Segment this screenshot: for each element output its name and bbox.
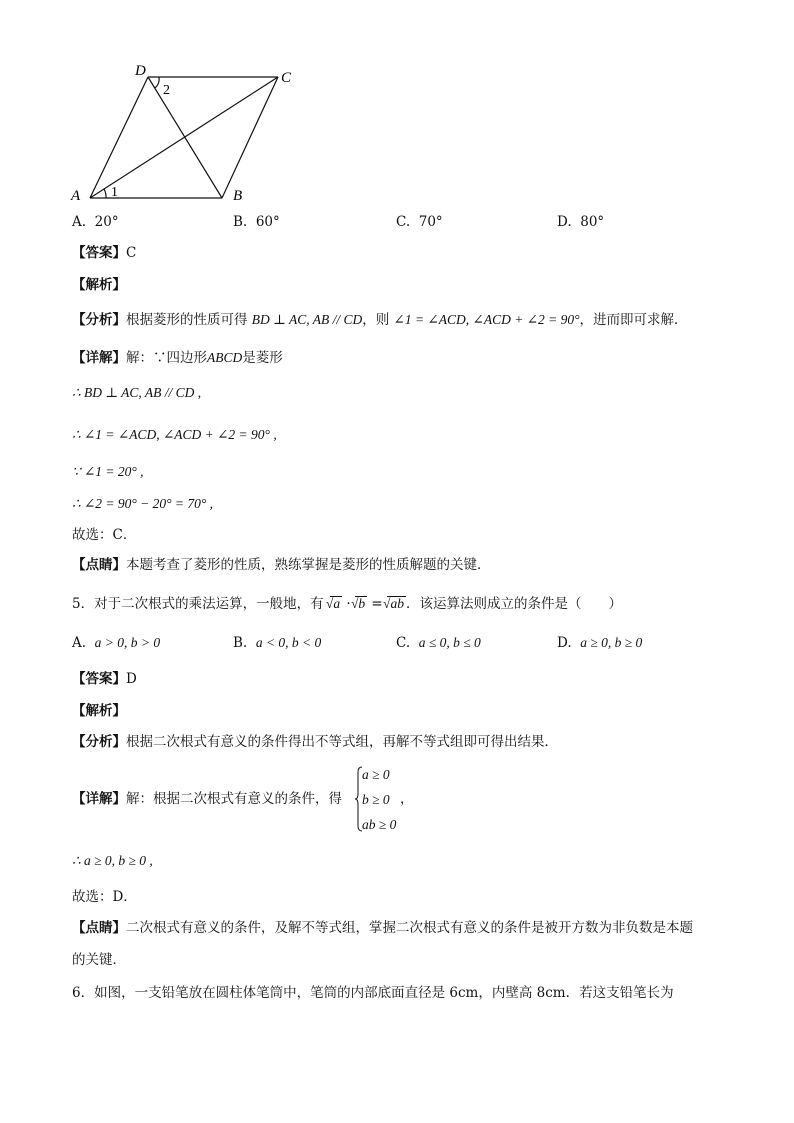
q4-step-1: ∴ BD ⊥ AC, AB // CD ,: [72, 385, 202, 400]
vertex-label-d: D: [135, 63, 146, 79]
sqrt-b: √b: [350, 596, 366, 611]
q4-option-c: C. 70°: [396, 214, 443, 230]
q5-analysis-heading: 【解析】: [72, 703, 126, 719]
system-line-1: a ≥ 0: [362, 767, 390, 782]
q5-option-c: C. a ≤ 0, b ≤ 0: [396, 635, 481, 651]
vertex-label-a: A: [71, 188, 81, 204]
angle-label-1: 1: [111, 185, 118, 200]
rhombus-figure: [60, 55, 320, 215]
q4-choose: 故选：C．: [72, 527, 137, 543]
angle-arc-2: [155, 77, 159, 88]
q5-answer: 【答案】D: [72, 671, 137, 687]
q4-xiangjie: 【详解】解：∵四边形ABCD是菱形: [72, 350, 283, 366]
system-line-2: b ≥ 0: [362, 792, 390, 807]
q5-option-d: D. a ≥ 0, b ≥ 0: [557, 635, 643, 651]
q4-option-a: A. 20°: [72, 214, 119, 230]
q5-fenxi: 【分析】根据二次根式有意义的条件得出不等式组，再解不等式组即可得出结果．: [72, 734, 558, 750]
q5-xiangjie: 【详解】解：根据二次根式有意义的条件，得: [72, 791, 342, 807]
q5-dianjing-cont: 的关键．: [72, 952, 126, 968]
diagonal-db: [148, 77, 222, 198]
q5-option-a: A. a > 0, b > 0: [72, 635, 161, 651]
q4-step-3: ∵ ∠1 = 20° ,: [72, 464, 144, 479]
q5-choose: 故选：D．: [72, 889, 137, 905]
system-comma: ，: [400, 791, 414, 807]
angle-label-2: 2: [163, 83, 170, 98]
sqrt-ab: √ab: [383, 596, 404, 611]
q6-stem: 6．如图，一支铅笔放在圆柱体笔筒中，笔筒的内部底面直径是 6cm，内壁高 8cm．若这支铅笔长为: [72, 985, 674, 1001]
system-line-3: ab ≥ 0: [362, 817, 397, 832]
q4-answer: 【答案】C: [72, 245, 137, 261]
q4-step-2: ∴ ∠1 = ∠ACD, ∠ACD + ∠2 = 90° ,: [72, 427, 277, 442]
angle-arc-1: [104, 189, 106, 198]
q4-step-4: ∴ ∠2 = 90° − 20° = 70° ,: [72, 496, 214, 511]
q4-analysis-heading: 【解析】: [72, 277, 126, 293]
q5-dianjing: 【点睛】二次根式有意义的条件，及解不等式组，掌握二次根式有意义的条件是被开方数为非负数是本题: [72, 920, 693, 936]
vertex-label-b: B: [233, 188, 243, 204]
q4-option-d: D. 80°: [557, 214, 605, 230]
vertex-label-c: C: [281, 70, 292, 86]
q5-option-b: B. a < 0, b < 0: [233, 635, 322, 651]
q5-stem: 5．对于二次根式的乘法运算，一般地，有 √a · √b = √ab ．该运算法则成立的条件是（ ）: [72, 596, 622, 612]
q5-result: ∴ a ≥ 0, b ≥ 0 ,: [72, 853, 153, 868]
q4-fenxi: 【分析】根据菱形的性质可得 BD ⊥ AC, AB // CD，则 ∠1 = ∠ACD, ∠ACD + ∠2 = 90°，进而即可求解．: [72, 312, 688, 328]
q4-option-b: B. 60°: [233, 214, 280, 230]
q4-dianjing: 【点睛】本题考查了菱形的性质，熟练掌握是菱形的性质解题的关键．: [72, 557, 491, 573]
sqrt-a: √a: [325, 596, 341, 611]
